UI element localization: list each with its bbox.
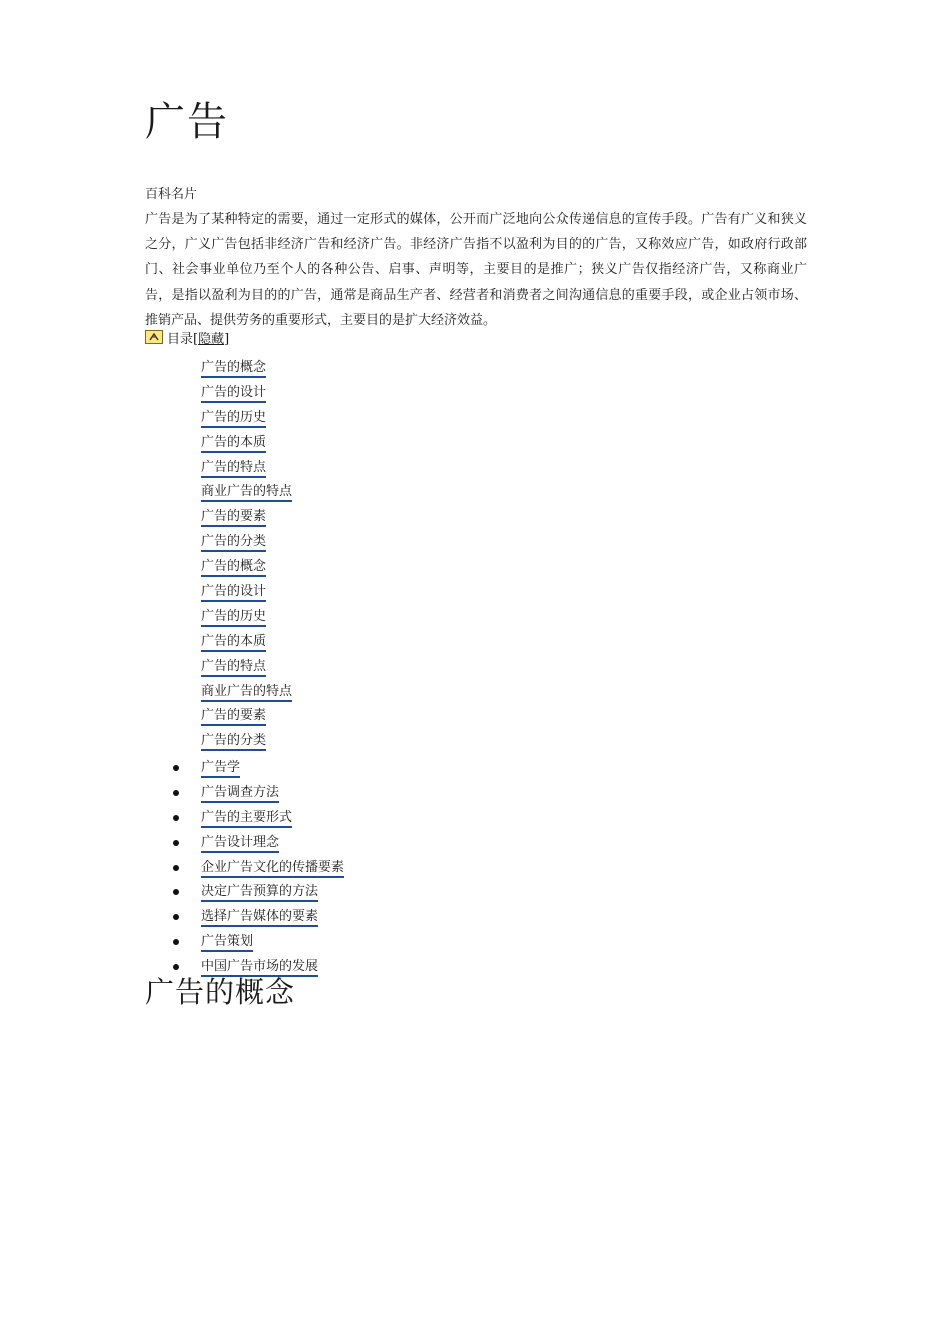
toc-link[interactable]: 广告的本质 xyxy=(201,435,266,453)
toc-toggle-icon[interactable] xyxy=(145,330,163,344)
bullet-icon xyxy=(173,815,179,821)
toc-item xyxy=(201,408,292,433)
toc-header xyxy=(145,330,229,350)
bullet-icon xyxy=(173,790,179,796)
bullet-icon xyxy=(173,840,179,846)
toc-bracket-open: [ xyxy=(193,332,199,347)
intro-paragraph: 广告是为了某种特定的需要，通过一定形式的媒体，公开而广泛地向公众传递信息的宣传手段。广告有广义和狭义之分，广义广告包括非经济广告和经济广告。非经济广告指不以盈利为目的的广告，又称效应广告，如政府行政部门、社会事业单位乃至个人的各种公告、启事、声明等，主要目的是推广；狭义广告仅指经济广告，又称商业广告，是指以盈利为目的的广告，通常是商品生产者、经营者和消费者之间沟通信息的重要手段，或企业占领市场、推销产品、提供劳务的重要形式，主要目的是扩大经济效益。 xyxy=(145,212,807,328)
toc-item xyxy=(201,458,292,483)
bullet-link[interactable]: 广告策划 xyxy=(201,934,253,952)
toc-bracket-close: ] xyxy=(224,332,230,347)
bullet-item xyxy=(201,858,344,883)
toc-link[interactable]: 广告的分类 xyxy=(201,733,266,751)
bullet-item xyxy=(201,882,344,907)
bullet-link[interactable]: 广告学 xyxy=(201,760,240,778)
toc-link[interactable]: 广告的分类 xyxy=(201,534,266,552)
toc-bullet-list xyxy=(201,758,344,982)
bullet-link[interactable]: 选择广告媒体的要素 xyxy=(201,909,318,927)
bullet-link[interactable]: 决定广告预算的方法 xyxy=(201,884,318,902)
toc-link[interactable]: 广告的要素 xyxy=(201,509,266,527)
toc-link[interactable]: 广告的概念 xyxy=(201,360,266,378)
bullet-link[interactable]: 广告设计理念 xyxy=(201,835,279,853)
toc-item xyxy=(201,383,292,408)
toc-link[interactable]: 广告的要素 xyxy=(201,708,266,726)
bullet-item xyxy=(201,932,344,957)
bullet-icon xyxy=(173,939,179,945)
toc-link[interactable]: 广告的设计 xyxy=(201,584,266,602)
subtitle: 百科名片 xyxy=(145,187,198,202)
toc-item xyxy=(201,532,292,557)
toc-item xyxy=(201,632,292,657)
toc-link[interactable]: 商业广告的特点 xyxy=(201,684,292,702)
page-title: 广告 xyxy=(145,99,229,145)
toc-item xyxy=(201,682,292,707)
bullet-icon xyxy=(173,914,179,920)
toc-item xyxy=(201,582,292,607)
bullet-icon xyxy=(173,765,179,771)
toc-link[interactable]: 广告的特点 xyxy=(201,460,266,478)
toc-item xyxy=(201,433,292,458)
bullet-link[interactable]: 企业广告文化的传播要素 xyxy=(201,860,344,878)
bullet-link[interactable]: 广告调查方法 xyxy=(201,785,279,803)
toc-list xyxy=(201,358,292,756)
toc-item xyxy=(201,507,292,532)
toc-item xyxy=(201,657,292,682)
toc-item xyxy=(201,358,292,383)
section-heading: 广告的概念 xyxy=(145,975,296,1009)
bullet-icon xyxy=(173,964,179,970)
toc-hide-link[interactable]: 隐藏 xyxy=(198,332,225,347)
bullet-item xyxy=(201,758,344,783)
bullet-item xyxy=(201,833,344,858)
toc-item xyxy=(201,557,292,582)
bullet-icon xyxy=(173,865,179,871)
toc-link[interactable]: 广告的概念 xyxy=(201,559,266,577)
bullet-link[interactable]: 广告的主要形式 xyxy=(201,810,292,828)
bullet-icon xyxy=(173,889,179,895)
toc-link[interactable]: 商业广告的特点 xyxy=(201,484,292,502)
toc-link[interactable]: 广告的特点 xyxy=(201,659,266,677)
toc-item xyxy=(201,607,292,632)
toc-item xyxy=(201,482,292,507)
toc-link[interactable]: 广告的本质 xyxy=(201,634,266,652)
toc-link[interactable]: 广告的历史 xyxy=(201,410,266,428)
toc-item xyxy=(201,706,292,731)
toc-label: 目录 xyxy=(167,332,194,347)
toc-item xyxy=(201,731,292,756)
bullet-item xyxy=(201,907,344,932)
bullet-item xyxy=(201,808,344,833)
toc-link[interactable]: 广告的历史 xyxy=(201,609,266,627)
toc-link[interactable]: 广告的设计 xyxy=(201,385,266,403)
bullet-link[interactable]: 中国广告市场的发展 xyxy=(201,959,318,977)
bullet-item xyxy=(201,783,344,808)
